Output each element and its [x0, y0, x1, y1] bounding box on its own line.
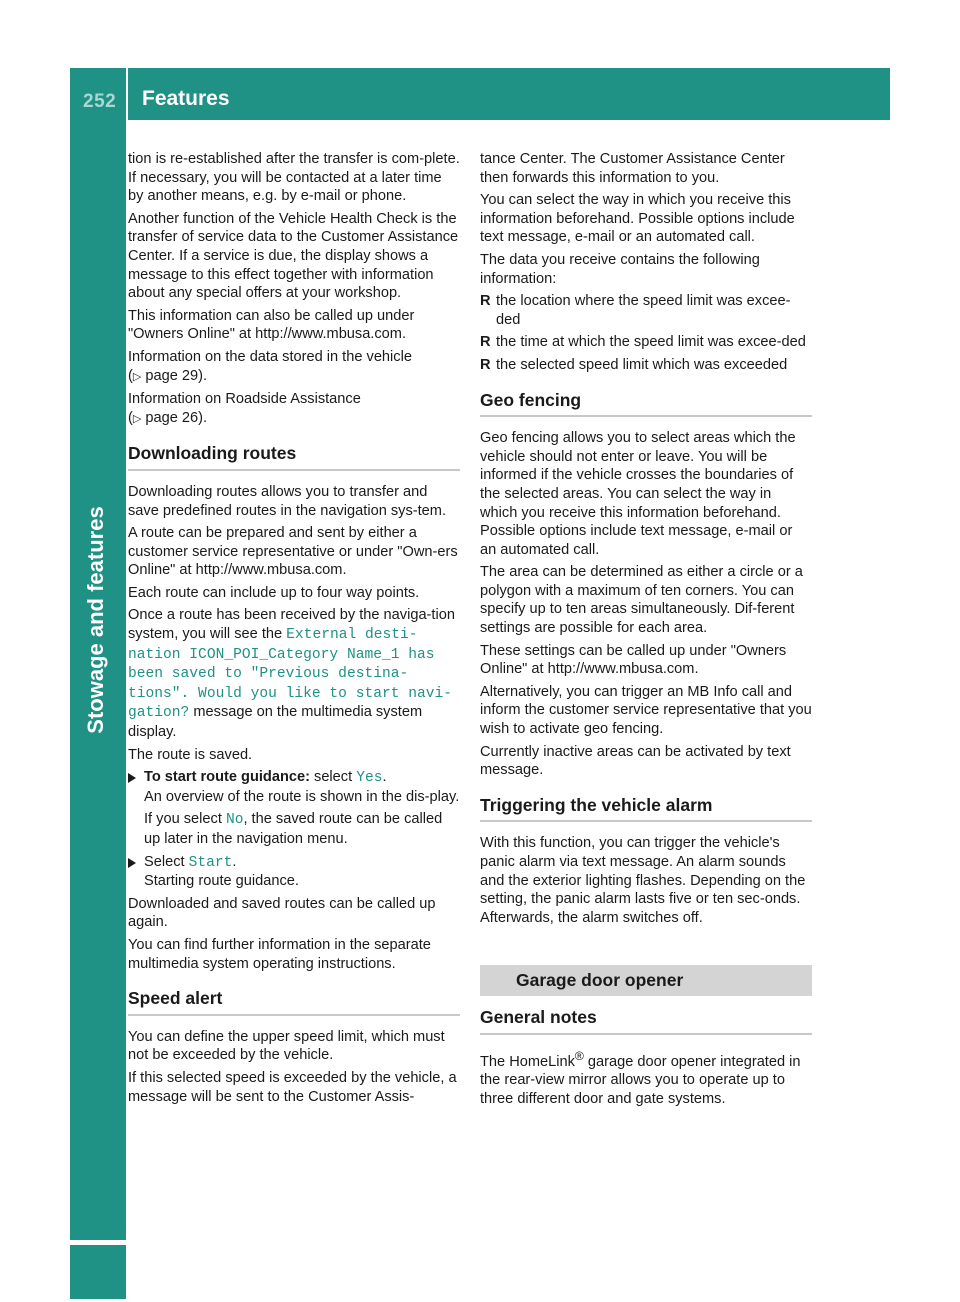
paragraph: tion is re-established after the transfer is com-plete. If necessary, you will be contacted at a later time by another means, e.g. by e-mail or phone.: [128, 151, 460, 205]
section-heading-vehicle-alarm: Triggering the vehicle alarm: [480, 796, 812, 823]
section-heading-speed-alert: Speed alert: [128, 989, 460, 1016]
page-ref-icon: ▷: [132, 412, 142, 425]
paragraph: The data you receive contains the following information:: [480, 251, 760, 287]
paragraph: A route can be prepared and sent by either a customer service representative or under "Own-ers Online" at http://www.mbusa.com.: [128, 525, 458, 579]
side-tab-footer-block: [70, 1245, 126, 1299]
page-ref-icon: ▷: [132, 370, 142, 383]
left-column: [128, 150, 460, 1110]
paragraph: The route is saved.: [128, 746, 253, 763]
paragraph: The HomeLink® garage door opener integrated in the rear-view mirror allows you to operate up to three different door and gate systems.: [480, 1048, 801, 1107]
page-title: Features: [142, 87, 230, 110]
list-item: R the location where the speed limit was excee-ded: [480, 293, 791, 328]
list-item: R the time at which the speed limit was excee-ded: [480, 334, 806, 351]
page-ref-link[interactable]: page 29).: [145, 367, 208, 384]
section-heading-downloading-routes: Downloading routes: [128, 444, 460, 471]
paragraph: Alternatively, you can trigger an MB Info call and inform the customer service representative that you wish to activate geo fencing.: [480, 683, 812, 738]
paragraph: Downloading routes allows you to transfer and save predefined routes in the navigation sys-tem.: [128, 483, 446, 519]
paragraph: These settings can be called up under "Owners Online" at http://www.mbusa.com.: [480, 642, 787, 678]
menu-option-no: No: [225, 812, 244, 829]
paragraph: Information on Roadside Assistance (▷ page 26).: [128, 391, 361, 426]
menu-option-start: Start: [188, 854, 233, 871]
right-column: [480, 150, 812, 1112]
paragraph: You can find further information in the separate multimedia system operating instructions.: [128, 936, 431, 972]
list-item: R the selected speed limit which was exceeded: [480, 356, 788, 373]
header-divider: [126, 68, 128, 120]
page-number: 252: [83, 91, 117, 112]
bullet-icon: R: [480, 334, 491, 351]
step-arrow-icon: [128, 858, 136, 868]
side-tab-title: Stowage and features: [83, 506, 108, 734]
paragraph: Information on the data stored in the vehicle (▷ page 29).: [128, 348, 412, 384]
paragraph: Once a route has been received by the naviga-tion system, you will see the External desti-nation ICON_POI_Category Name_1 has been saved to "Previous destina-tions". Would you like to start navi-gation? message on the multimedia system display.: [128, 607, 455, 741]
instruction-step: Select Start. Starting route guidance.: [128, 853, 460, 891]
paragraph: Currently inactive areas can be activated by text message.: [480, 743, 791, 779]
paragraph: This information can also be called up under "Owners Online" at http://www.mbusa.com.: [128, 307, 415, 343]
paragraph: If this selected speed is exceeded by the vehicle, a message will be sent to the Customer Assis-: [128, 1069, 457, 1105]
section-heading-geo-fencing: Geo fencing: [480, 391, 812, 418]
step-arrow-icon: [128, 773, 136, 783]
paragraph: Downloaded and saved routes can be called up again.: [128, 895, 436, 931]
bullet-icon: R: [480, 293, 491, 310]
paragraph: You can define the upper speed limit, which must not be exceeded by the vehicle.: [128, 1028, 445, 1064]
paragraph: tance Center. The Customer Assistance Center then forwards this information to you.: [480, 151, 785, 186]
paragraph: If you select No, the saved route can be called up later in the navigation menu.: [144, 811, 443, 847]
menu-option-yes: Yes: [356, 770, 383, 787]
section-heading-general-notes: General notes: [480, 1008, 812, 1035]
paragraph: Another function of the Vehicle Health Check is the transfer of service data to the Customer Assistance Center. If a service is due, the display shows a message to this effect together with information about any special offers at your workshop.: [128, 210, 459, 302]
paragraph: Geo fencing allows you to select areas which the vehicle should not enter or leave. You will be informed if the vehicle crosses the boundaries of the selected areas. You can select the way in which you receive this information beforehand. Possible options include text message, e-mail or an automated call.: [480, 430, 796, 558]
paragraph: You can select the way in which you receive this information beforehand. Possible options include text message, e-mail or an automated call.: [480, 192, 795, 246]
paragraph: The area can be determined as either a circle or a polygon with a maximum of ten corners. You can specify up to ten areas simultaneously. Dif-ferent settings are possible for each area.: [480, 564, 803, 637]
instruction-step: To start route guidance: select Yes. An overview of the route is shown in the dis-play.: [128, 768, 460, 806]
page-ref-link[interactable]: page 26).: [145, 409, 208, 426]
paragraph: With this function, you can trigger the vehicle's panic alarm via text message. An alarm sounds and the exterior lighting flashes. Depending on the setting, the panic alarm lasts five or ten sec-onds. Afterwards, the alarm switches off.: [480, 835, 806, 926]
chapter-heading-garage-door-opener: Garage door opener: [480, 965, 812, 996]
display-message: External desti-nation ICON_POI_Category Name_1 has been saved to "Previous destina-tions". Would you like to start navi-gation?: [128, 627, 453, 722]
paragraph: Each route can include up to four way points.: [128, 584, 420, 601]
registered-mark: ®: [574, 1048, 584, 1063]
bullet-icon: R: [480, 356, 491, 373]
